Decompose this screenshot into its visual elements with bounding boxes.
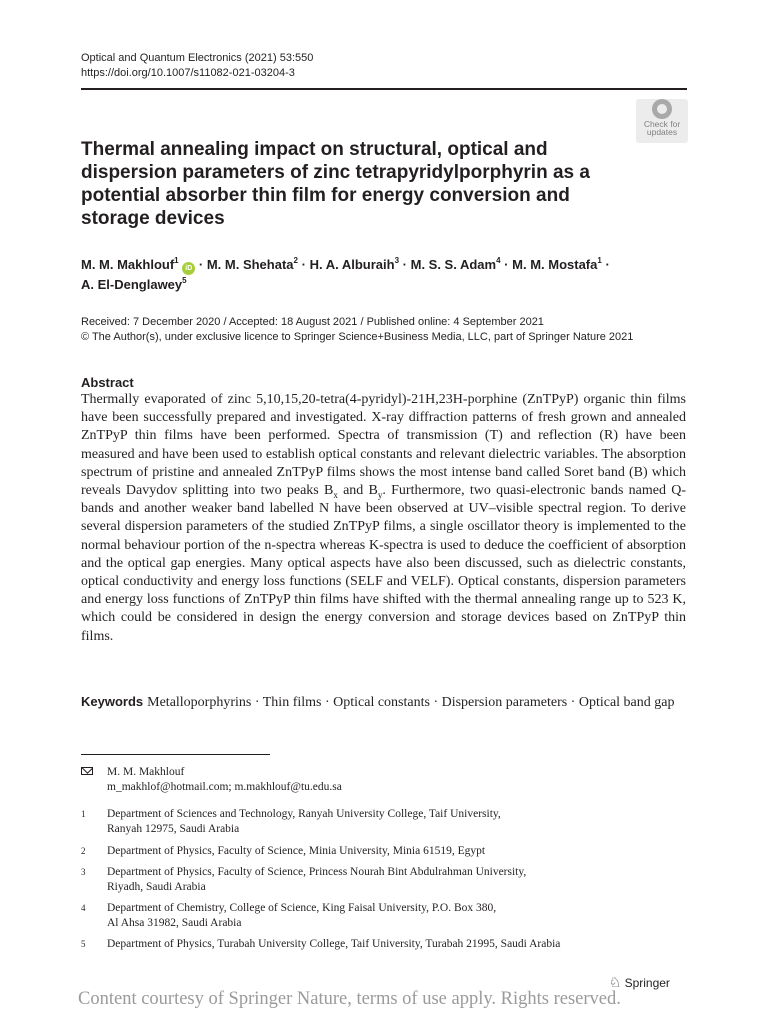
author-separator: · <box>605 257 610 272</box>
footnote-rule <box>81 754 270 755</box>
check-updates-line2: updates <box>646 127 678 137</box>
author-separator: · <box>504 257 509 272</box>
affiliation-footnote <box>81 807 691 837</box>
author-name[interactable]: M. M. Makhlouf <box>81 257 175 272</box>
author-name[interactable]: H. A. Alburaih <box>309 257 395 272</box>
correspondence-name: M. M. Makhlouf <box>107 766 185 778</box>
affiliation-line: Department of Physics, Faculty of Science, Princess Nourah Bint Abdulrahman University, <box>107 866 527 878</box>
keywords-label: Keywords <box>81 694 144 709</box>
affiliation-footnote <box>81 844 691 859</box>
journal-header <box>81 51 313 81</box>
keywords <box>81 693 686 712</box>
author-affiliation-mark: 2 <box>293 256 298 265</box>
correspondence-emails[interactable]: m_makhlof@hotmail.com; m.makhlouf@tu.edu.sa <box>107 781 342 793</box>
author-separator: · <box>301 257 306 272</box>
copyright-line: © The Author(s), under exclusive licence to Springer Science+Business Media, LLC, part of Springer Nature 2021 <box>81 331 634 343</box>
affiliation-line: Department of Physics, Turabah University College, Taif University, Turabah 21995, Saudi Arabia <box>107 938 561 950</box>
article-title: Thermal annealing impact on structural, optical and dispersion parameters of zinc tetrapyridylporphyrin as a potential absorber thin film for energy conversion and storage devices <box>81 139 590 229</box>
courtesy-watermark: Content courtesy of Springer Nature, terms of use apply. Rights reserved. <box>78 989 621 1009</box>
author-separator: · <box>198 257 204 272</box>
author-name[interactable]: M. M. Mostafa <box>512 257 598 272</box>
author-affiliation-mark: 5 <box>182 276 187 285</box>
doi-link[interactable]: https://doi.org/10.1007/s11082-021-03204-3 <box>81 67 295 79</box>
abstract-part-2: . Furthermore, two quasi-electronic bands named Q-bands and another weaker band labelled N have been observed at UV–visible spectral region. To derive several dispersion parameters of the studied ZnTPyP films, a single oscillator theory is implemented to the normal behaviour portion of the n-spectra whereas K-spectra is used to deduce the coefficient of absorption and the optical gap energies. Many optical aspects have also been discussed, such as dielectric constants, optical conductivity and energy loss functions (SELF and VELF). Optical constants, dispersion parameters and energy loss functions of ZnTPyP thin films have shifted with the thermal annealing range up to 523 K, which could be considered in design the energy conversion and storage devices based on ZnTPyP thin films. <box>81 483 686 644</box>
header-rule <box>81 88 687 90</box>
affiliation-line: Ranyah 12975, Saudi Arabia <box>107 823 240 835</box>
abstract-connector: and B <box>337 483 378 499</box>
affiliation-number: 3 <box>81 867 86 877</box>
author-name[interactable]: M. S. S. Adam <box>410 257 497 272</box>
affiliation-footnote <box>81 937 701 952</box>
springer-horse-icon: ♘ <box>609 974 622 990</box>
author-affiliation-mark: 4 <box>496 256 501 265</box>
author-affiliation-mark: 1 <box>597 256 602 265</box>
correspondence-footnote <box>81 765 691 795</box>
affiliation-line: Department of Sciences and Technology, Ranyah University College, Taif University, <box>107 808 501 820</box>
abstract-text <box>81 391 686 646</box>
received-accepted-dates: Received: 7 December 2020 / Accepted: 18 August 2021 / Published online: 4 September 2021 <box>81 316 544 328</box>
journal-citation: Optical and Quantum Electronics (2021) 53:550 <box>81 52 314 64</box>
affiliation-line: Department of Chemistry, College of Science, King Faisal University, P.O. Box 380, <box>107 902 497 914</box>
orcid-icon[interactable]: iD <box>182 262 195 275</box>
affiliation-number: 1 <box>81 809 86 819</box>
affiliation-footnote <box>81 865 691 895</box>
author-name[interactable]: A. El-Denglawey <box>81 277 183 292</box>
author-separator: · <box>402 257 407 272</box>
affiliation-footnote <box>81 901 691 931</box>
abstract-part-1: Thermally evaporated of zinc 5,10,15,20-tetra(4-pyridyl)-21H,23H-porphine (ZnTPyP) organic thin films have been successfully prepared and investigated. X-ray diffraction patterns of fresh grown and annealed ZnTPyP thin films have been performed. Spectra of transmission (T) and reflection (R) have been measured and have been used to establish optical constants and relevant dielectric variables. The absorption spectrum of pristine and annealed ZnTPyP films shows the most intense band called Soret band (B) which reveals Davydov splitting into two peaks B <box>81 392 686 499</box>
check-updates-line1: Check for <box>643 119 681 129</box>
check-updates-icon <box>652 99 672 119</box>
check-for-updates-badge[interactable] <box>636 96 688 142</box>
affiliation-number: 5 <box>81 939 86 949</box>
affiliation-number: 4 <box>81 903 86 913</box>
subscript-y: y <box>377 489 383 500</box>
author-affiliation-mark: 3 <box>394 256 400 265</box>
affiliation-number: 2 <box>81 846 86 856</box>
affiliation-line: Department of Physics, Faculty of Science, Minia University, Minia 61519, Egypt <box>107 845 486 857</box>
author-name[interactable]: M. M. Shehata <box>206 257 294 272</box>
envelope-icon <box>81 767 93 775</box>
publication-history <box>81 315 691 345</box>
keywords-text: Metalloporphyrins · Thin films · Optical constants · Dispersion parameters · Optical band gap <box>147 695 675 710</box>
author-list <box>81 255 691 295</box>
publisher-name: Springer <box>624 976 670 990</box>
author-affiliation-mark: 1 <box>174 256 179 265</box>
affiliation-line: Riyadh, Saudi Arabia <box>107 881 206 893</box>
abstract-heading: Abstract <box>81 375 134 390</box>
subscript-x: x <box>333 489 338 500</box>
affiliation-line: Al Ahsa 31982, Saudi Arabia <box>107 917 242 929</box>
